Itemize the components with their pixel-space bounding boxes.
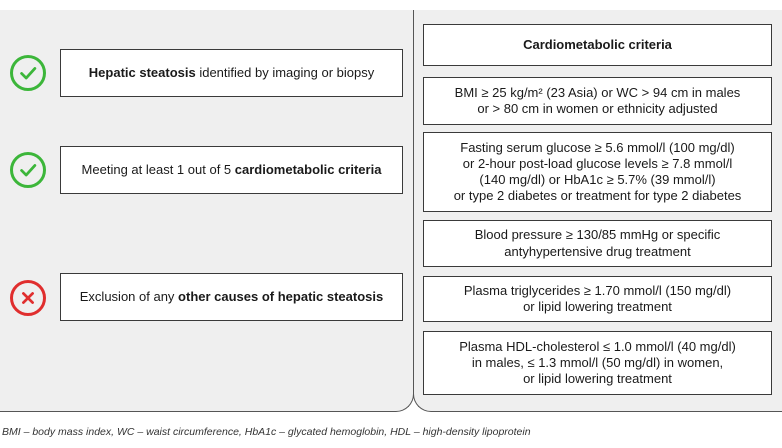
cardiometabolic-title: Cardiometabolic criteria <box>423 24 772 66</box>
criterion-blood-pressure: Blood pressure ≥ 130/85 mmHg or specific antyhypertensive drug treatment <box>423 220 772 267</box>
criterion-exclusion: Exclusion of any other causes of hepatic steatosis <box>60 273 403 321</box>
cross-icon <box>10 280 46 316</box>
criterion-hepatic-steatosis: Hepatic steatosis identified by imaging or biopsy <box>60 49 403 97</box>
criterion-hdl: Plasma HDL-cholesterol ≤ 1.0 mmol/l (40 mg/dl) in males, ≤ 1.3 mmol/l (50 mg/dl) in women, or lipid lowering treatment <box>423 331 772 395</box>
criterion-cardiometabolic: Meeting at least 1 out of 5 cardiometabolic criteria <box>60 146 403 194</box>
criterion-bmi: BMI ≥ 25 kg/m² (23 Asia) or WC > 94 cm in males or > 80 cm in women or ethnicity adjusted <box>423 77 772 125</box>
check-icon <box>10 152 46 188</box>
check-icon <box>10 55 46 91</box>
criterion-triglycerides: Plasma triglycerides ≥ 1.70 mmol/l (150 mg/dl) or lipid lowering treatment <box>423 276 772 322</box>
footnote: BMI – body mass index, WC – waist circumference, HbA1c – glycated hemoglobin, HDL – high-density lipoprotein <box>2 426 531 438</box>
criterion-glucose: Fasting serum glucose ≥ 5.6 mmol/l (100 mg/dl) or 2-hour post-load glucose levels ≥ 7.8 mmol/l (140 mg/dl) or HbA1c ≥ 5.7% (39 mmol/l) or type 2 diabetes or treatment for type 2 diabetes <box>423 132 772 212</box>
